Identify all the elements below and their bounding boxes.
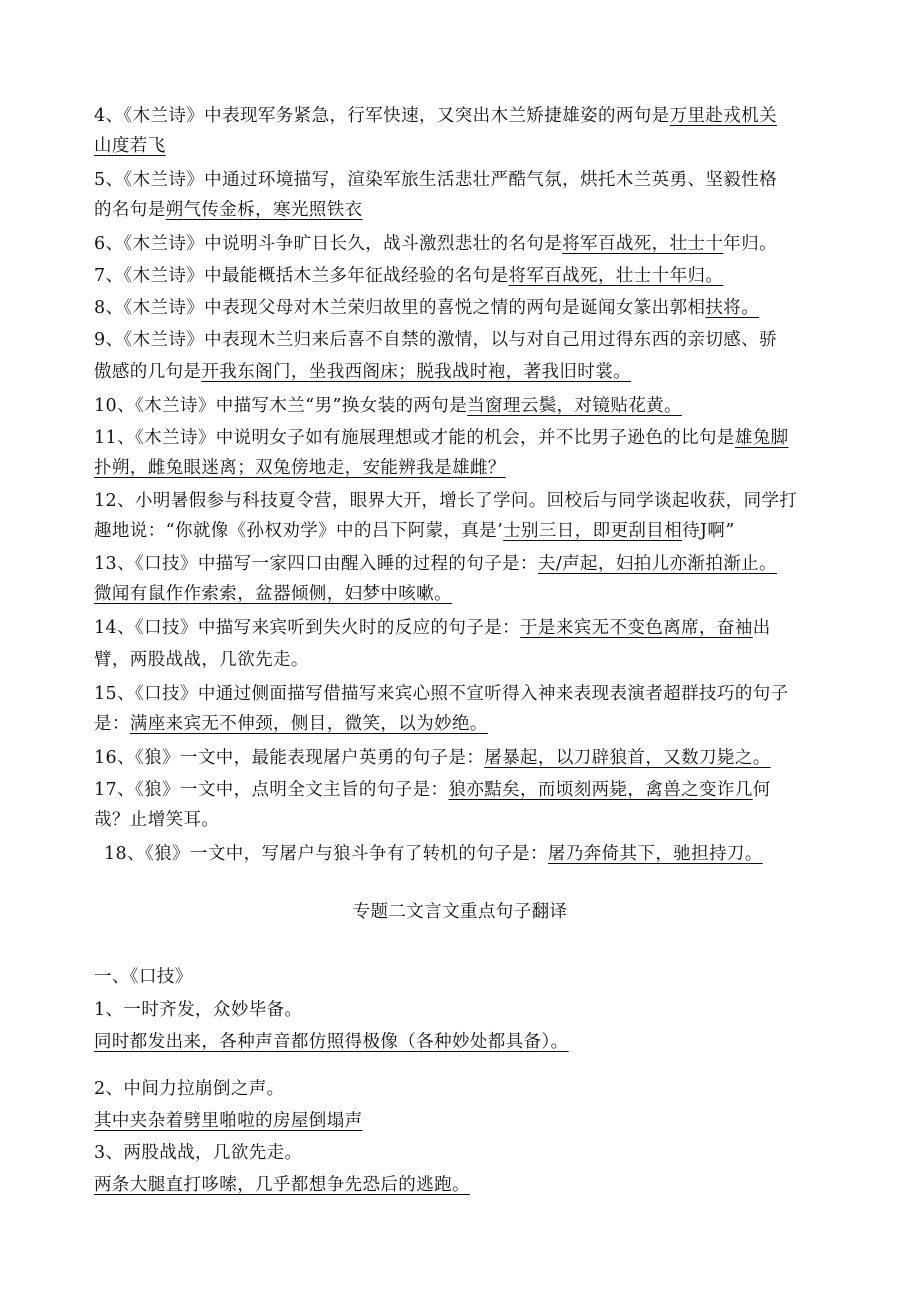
answer-text: 其中夹杂着劈里啪啦的房屋倒塌声	[94, 1111, 363, 1131]
section-title: 专题二文言文重点句子翻译	[352, 902, 568, 922]
text-line	[94, 712, 488, 736]
question-text: 哉？止增笑耳。	[94, 810, 220, 830]
text-line	[94, 198, 363, 222]
text-line	[94, 456, 506, 480]
text-line	[94, 489, 797, 513]
text-line	[94, 998, 302, 1022]
answer-text: 万里赴戎机关	[669, 106, 777, 126]
trailing-text: 出	[752, 618, 771, 638]
answer-text: 于是来宾无不变色离席，奋袖	[520, 618, 753, 638]
question-text: 7、《木兰诗》中最能概括木兰多年征战经验的名句是	[94, 266, 509, 286]
text-line	[94, 328, 777, 352]
question-text: 5、《木兰诗》中通过环境描写，渲染军旅生活悲壮严酷气氛，烘托木兰英勇、坚毅性格	[94, 170, 777, 190]
text-line	[94, 552, 777, 576]
question-text: 10、《木兰诗》中描写木兰“男”换女装的两句是	[94, 396, 468, 416]
text-line	[94, 1077, 285, 1101]
question-text: 是：	[94, 714, 130, 734]
text-line	[94, 296, 759, 320]
question-text: 11、《木兰诗》中说明女子如有施展理想或才能的机会，并不比男子逊色的比句是	[94, 428, 735, 448]
answer-text: 山度若飞	[94, 136, 166, 156]
question-text: 14、《口技》中描写来宾听到失火时的反应的句子是：	[94, 618, 521, 638]
text-line	[94, 1173, 470, 1197]
answer-text: 满座来宾无不伸颈，侧目，微笑，以为妙绝。	[129, 714, 488, 734]
text-line	[94, 582, 452, 606]
text-line	[104, 842, 763, 866]
question-text: 9、《木兰诗》中表现木兰归来后喜不自禁的激情，以与对自己用过得东西的亲切感、骄	[94, 330, 777, 350]
answer-text: 雄兔脚	[734, 428, 789, 448]
text-line	[94, 648, 309, 672]
text-line	[94, 104, 777, 128]
question-text: 1、一时齐发，众妙毕备。	[94, 1000, 303, 1020]
question-text: 6、《木兰诗》中说明斗争旷日长久，战斗激烈悲壮的名句是	[94, 234, 563, 254]
question-text: 18、《狼》一文中，写屠户与狼斗争有了转机的句子是：	[104, 844, 548, 864]
text-line	[94, 965, 193, 989]
answer-text: 开我东阁门，坐我西阁床；脱我战时袍，著我旧时裳。	[201, 362, 632, 382]
text-line	[94, 1109, 363, 1133]
answer-text: 屠乃奔倚其下，驰担持刀。	[547, 844, 763, 864]
text-line	[94, 394, 682, 418]
answer-text: 狼亦黠矣，而顷刻两毙，禽兽之变诈几	[448, 780, 753, 800]
text-line	[94, 519, 735, 543]
question-text: 一、《口技》	[94, 967, 193, 987]
question-text: 8、《木兰诗》中表现父母对木兰荣归故里的喜悦之情的两句是诞闻女篆出郭相	[94, 298, 706, 318]
answer-text: 士别三日，即更刮目相	[503, 521, 683, 541]
question-text: 趣地说：“你就像《孙权劝学》中的吕下阿蒙，真是’	[94, 521, 504, 541]
text-line	[94, 360, 631, 384]
answer-text: 微闻有鼠作作索索，盆器倾侧，妇梦中咳嗽。	[94, 584, 452, 604]
text-line	[94, 808, 219, 832]
question-text: 的名句是	[94, 200, 166, 220]
answer-text: 扶将。	[705, 298, 760, 318]
answer-text: 屠暴起，以刀辟狼首，又数刀毙之。	[484, 748, 771, 768]
question-text: 17、《狼》一文中，点明全文主旨的句子是：	[94, 780, 449, 800]
question-text: 13、《口技》中描写一家四口由醒入睡的过程的句子是：	[94, 554, 538, 574]
text-line	[94, 264, 723, 288]
answer-text: 扑朔，雌兔眼迷离；双兔傍地走，安能辨我是雄雌？	[94, 458, 506, 478]
text-line	[94, 778, 771, 802]
answer-text: 两条大腿直打哆嗦，几乎都想争先恐后的逃跑。	[94, 1175, 470, 1195]
answer-text: 将军百战死，壮士十年归。	[508, 266, 724, 286]
answer-text: 夫/声起，妇拍儿亦渐拍渐止。	[537, 554, 777, 574]
question-text: 臂，两股战战，几欲先走。	[94, 650, 309, 670]
question-text: 3、两股战战，几欲先走。	[94, 1143, 303, 1163]
trailing-text: 待J啊”	[682, 521, 735, 541]
text-line	[94, 426, 789, 450]
text-line	[94, 232, 777, 256]
answer-text: 当窗理云鬓，对镜贴花黄。	[467, 396, 682, 416]
text-line	[94, 746, 771, 770]
question-text: 15、《口技》中通过侧面描写借描写来宾心照不宣听得入神来表现表演者超群技巧的句子	[94, 684, 789, 704]
trailing-text: 年归。	[723, 234, 777, 254]
text-line	[94, 1141, 302, 1165]
answer-text: 将军百战死，壮士十	[562, 234, 724, 254]
question-text: 2、中间力拉崩倒之声。	[94, 1079, 285, 1099]
trailing-text: 何	[752, 780, 771, 800]
answer-text: 朔气传金柝，寒光照铁衣	[165, 200, 363, 220]
text-line	[94, 616, 771, 640]
text-line	[94, 168, 777, 192]
question-text: 傲感的几句是	[94, 362, 202, 382]
answer-text: 同时都发出来，各种声音都仿照得极像（各种妙处都具备）。	[94, 1032, 569, 1052]
text-line	[94, 134, 166, 158]
question-text: 4、《木兰诗》中表现军务紧急，行军快速，又突出木兰矫捷雄姿的两句是	[94, 106, 670, 126]
text-line	[94, 1030, 569, 1054]
question-text: 12、小明暑假参与科技夏令营，眼界大开，增长了学问。回校后与同学谈起收获，同学打	[94, 491, 798, 511]
text-line	[94, 682, 789, 706]
question-text: 16、《狼》一文中，最能表现屠户英勇的句子是：	[94, 748, 485, 768]
